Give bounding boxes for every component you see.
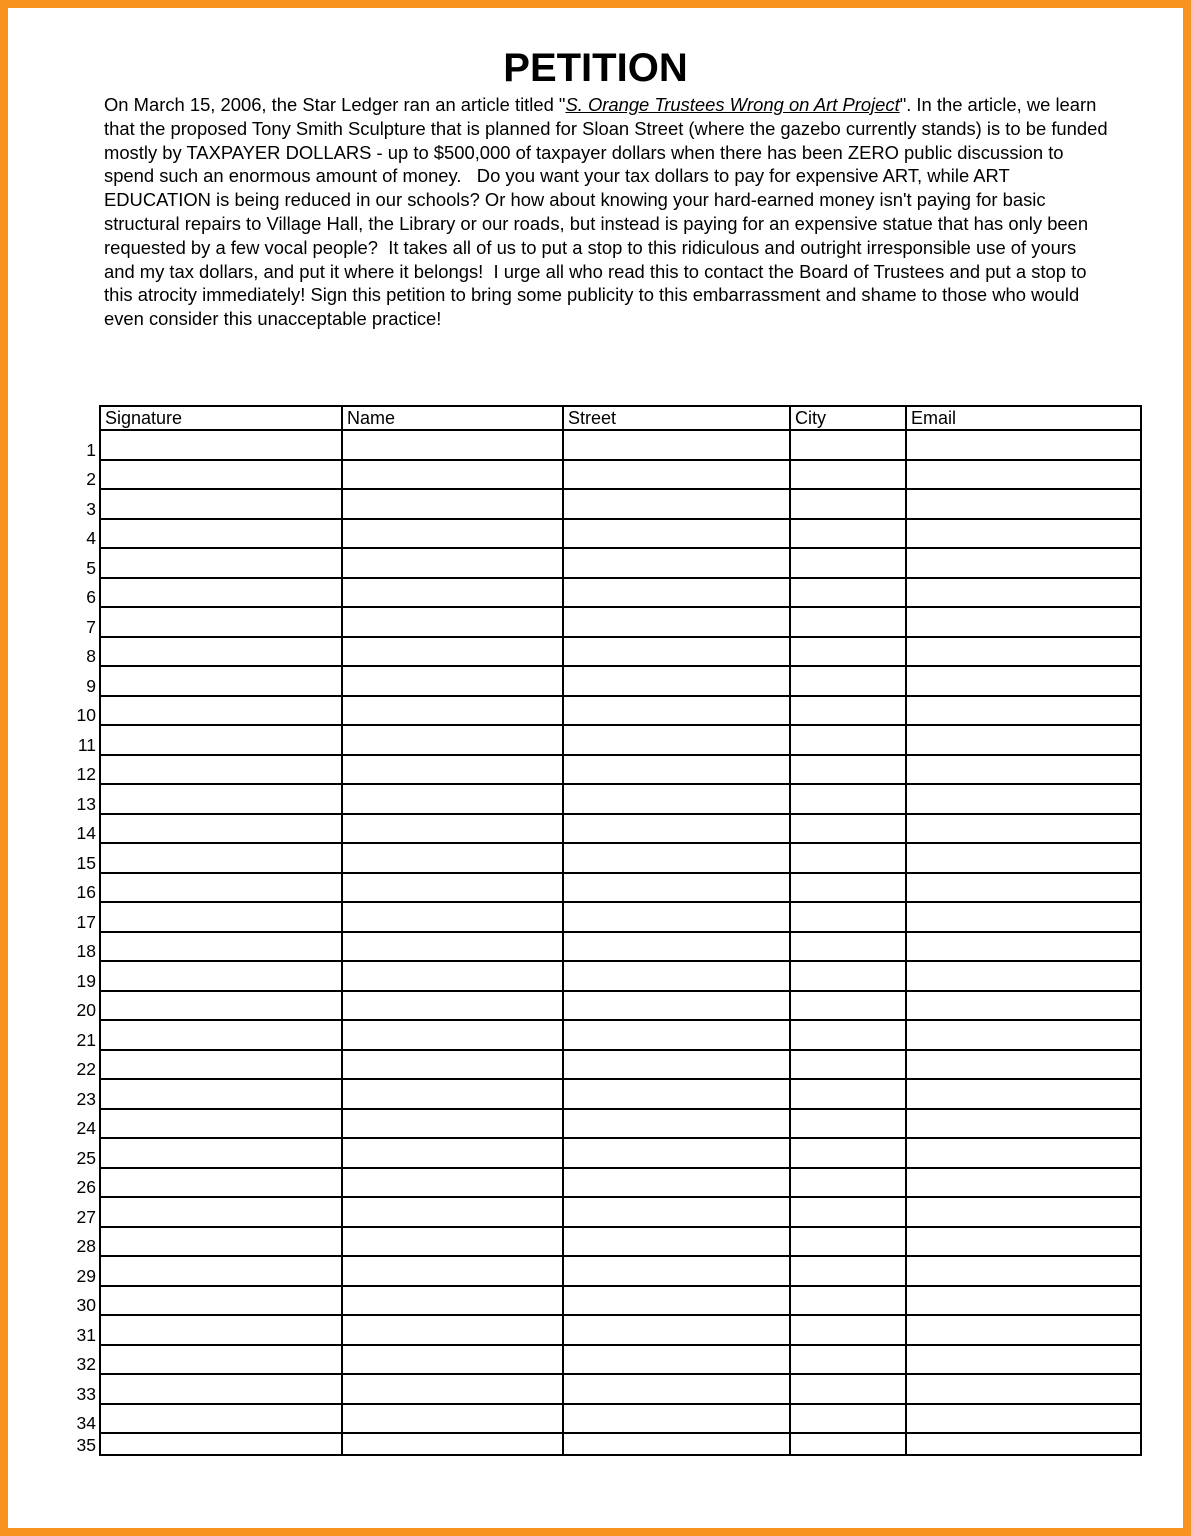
name-cell[interactable] <box>342 932 563 962</box>
table-row <box>100 873 1141 903</box>
name-cell[interactable] <box>342 1079 563 1109</box>
email-cell[interactable] <box>906 1286 1141 1316</box>
signature-cell[interactable] <box>100 1168 342 1198</box>
city-cell[interactable] <box>790 666 906 696</box>
row-number: 3 <box>86 498 96 519</box>
name-cell[interactable] <box>342 1315 563 1345</box>
table-row <box>100 489 1141 519</box>
row-number: 12 <box>76 764 96 784</box>
street-cell[interactable] <box>563 755 790 785</box>
signature-cell[interactable] <box>100 755 342 785</box>
street-cell[interactable] <box>563 1404 790 1434</box>
email-cell[interactable] <box>906 1315 1141 1345</box>
row-number: 13 <box>76 793 96 814</box>
name-cell[interactable] <box>342 666 563 696</box>
table-row <box>100 519 1141 549</box>
email-cell[interactable] <box>906 755 1141 785</box>
row-number: 10 <box>76 705 96 725</box>
name-cell[interactable] <box>342 1227 563 1257</box>
table-row <box>100 1197 1141 1227</box>
petition-title: PETITION <box>503 46 688 90</box>
email-cell[interactable] <box>906 489 1141 519</box>
city-cell[interactable] <box>790 430 906 460</box>
row-number: 4 <box>86 528 96 548</box>
city-cell[interactable] <box>790 1020 906 1050</box>
signature-cell[interactable] <box>100 1256 342 1286</box>
table-row <box>100 1345 1141 1375</box>
city-cell[interactable] <box>790 1345 906 1375</box>
column-header-street: Street <box>563 406 790 430</box>
row-number: 6 <box>86 587 96 607</box>
email-cell[interactable] <box>906 1079 1141 1109</box>
city-cell[interactable] <box>790 814 906 844</box>
signature-cell[interactable] <box>100 1315 342 1345</box>
email-cell[interactable] <box>906 873 1141 903</box>
signature-cell[interactable] <box>100 843 342 873</box>
street-cell[interactable] <box>563 548 790 578</box>
row-number: 11 <box>77 734 96 755</box>
row-number: 8 <box>86 646 96 666</box>
signature-cell[interactable] <box>100 1374 342 1404</box>
signature-cell[interactable] <box>100 1079 342 1109</box>
city-cell[interactable] <box>790 1050 906 1080</box>
name-cell[interactable] <box>342 578 563 608</box>
email-cell[interactable] <box>906 1168 1141 1198</box>
table-row <box>100 607 1141 637</box>
table-row <box>100 991 1141 1021</box>
name-cell[interactable] <box>342 696 563 726</box>
city-cell[interactable] <box>790 1079 906 1109</box>
signature-cell[interactable] <box>100 460 342 490</box>
city-cell[interactable] <box>790 902 906 932</box>
column-header-name: Name <box>342 406 563 430</box>
city-cell[interactable] <box>790 1197 906 1227</box>
paragraph-line: spend such an enormous amount of money. Do you want your tax dollars to pay for expensive ART, while ART <box>104 165 1010 187</box>
signature-cell[interactable] <box>100 1286 342 1316</box>
email-cell[interactable] <box>906 1109 1141 1139</box>
city-cell[interactable] <box>790 1433 906 1455</box>
name-cell[interactable] <box>342 873 563 903</box>
street-cell[interactable] <box>563 1286 790 1316</box>
name-cell[interactable] <box>342 1286 563 1316</box>
signature-cell[interactable] <box>100 430 342 460</box>
table-row <box>100 1050 1141 1080</box>
street-cell[interactable] <box>563 961 790 991</box>
street-cell[interactable] <box>563 1109 790 1139</box>
table-row <box>100 548 1141 578</box>
city-cell[interactable] <box>790 991 906 1021</box>
table-row <box>100 637 1141 667</box>
row-number: 5 <box>86 557 96 578</box>
row-number: 35 <box>76 1435 96 1455</box>
row-number: 27 <box>76 1206 96 1227</box>
name-cell[interactable] <box>342 784 563 814</box>
signature-cell[interactable] <box>100 1020 342 1050</box>
paragraph-text: On March 15, 2006, the Star Ledger ran an article titled " <box>104 94 566 115</box>
signature-cell[interactable] <box>100 696 342 726</box>
name-cell[interactable] <box>342 902 563 932</box>
name-cell[interactable] <box>342 519 563 549</box>
street-cell[interactable] <box>563 1197 790 1227</box>
street-cell[interactable] <box>563 1020 790 1050</box>
signature-cell[interactable] <box>100 961 342 991</box>
row-number: 16 <box>76 882 96 902</box>
name-cell[interactable] <box>342 991 563 1021</box>
row-number: 9 <box>86 675 96 696</box>
signature-cell[interactable] <box>100 814 342 844</box>
row-number: 19 <box>76 970 96 991</box>
table-row <box>100 1227 1141 1257</box>
street-cell[interactable] <box>563 607 790 637</box>
paragraph-line: and my tax dollars, and put it where it belongs! I urge all who read this to contact the Board of Trustees and put a stop to <box>104 260 1087 282</box>
email-cell[interactable] <box>906 784 1141 814</box>
table-row <box>100 1404 1141 1434</box>
street-cell[interactable] <box>563 696 790 726</box>
city-cell[interactable] <box>790 1404 906 1434</box>
street-cell[interactable] <box>563 1256 790 1286</box>
paragraph-line: EDUCATION is being reduced in our schools? Or how about knowing your hard-earned money isn't paying for basic <box>104 189 1046 211</box>
email-cell[interactable] <box>906 637 1141 667</box>
row-number: 15 <box>76 852 96 873</box>
name-cell[interactable] <box>342 548 563 578</box>
name-cell[interactable] <box>342 607 563 637</box>
street-cell[interactable] <box>563 637 790 667</box>
row-number: 26 <box>76 1177 96 1197</box>
email-cell[interactable] <box>906 1433 1141 1455</box>
row-number: 25 <box>76 1147 96 1168</box>
row-number: 30 <box>76 1295 96 1315</box>
row-number: 2 <box>86 469 96 489</box>
signature-cell[interactable] <box>100 578 342 608</box>
street-cell[interactable] <box>563 932 790 962</box>
city-cell[interactable] <box>790 1315 906 1345</box>
city-cell[interactable] <box>790 1109 906 1139</box>
city-cell[interactable] <box>790 1168 906 1198</box>
city-cell[interactable] <box>790 1227 906 1257</box>
street-cell[interactable] <box>563 1079 790 1109</box>
street-cell[interactable] <box>563 902 790 932</box>
name-cell[interactable] <box>342 430 563 460</box>
column-header-signature: Signature <box>100 406 342 430</box>
street-cell[interactable] <box>563 489 790 519</box>
table-row <box>100 961 1141 991</box>
name-cell[interactable] <box>342 1345 563 1375</box>
email-cell[interactable] <box>906 814 1141 844</box>
signature-table <box>99 405 1142 1456</box>
email-cell[interactable] <box>906 932 1141 962</box>
street-cell[interactable] <box>563 666 790 696</box>
name-cell[interactable] <box>342 1374 563 1404</box>
row-number: 32 <box>76 1354 96 1374</box>
street-cell[interactable] <box>563 460 790 490</box>
row-number: 21 <box>76 1029 96 1050</box>
city-cell[interactable] <box>790 607 906 637</box>
row-number: 23 <box>76 1088 96 1109</box>
row-number: 22 <box>76 1059 96 1079</box>
signature-cell[interactable] <box>100 1050 342 1080</box>
street-cell[interactable] <box>563 1138 790 1168</box>
column-header-email: Email <box>906 406 1141 430</box>
email-cell[interactable] <box>906 902 1141 932</box>
table-row <box>100 1020 1141 1050</box>
city-cell[interactable] <box>790 873 906 903</box>
paragraph-line <box>104 93 1164 117</box>
signature-cell[interactable] <box>100 1138 342 1168</box>
name-cell[interactable] <box>342 1433 563 1455</box>
table-row <box>100 1286 1141 1316</box>
signature-cell[interactable] <box>100 1197 342 1227</box>
table-row <box>100 843 1141 873</box>
street-cell[interactable] <box>563 1227 790 1257</box>
city-cell[interactable] <box>790 755 906 785</box>
name-cell[interactable] <box>342 489 563 519</box>
name-cell[interactable] <box>342 1138 563 1168</box>
paragraph-text: ". In the article, we learn <box>899 94 1097 115</box>
row-number: 24 <box>76 1118 96 1138</box>
email-cell[interactable] <box>906 430 1141 460</box>
email-cell[interactable] <box>906 1374 1141 1404</box>
row-number: 20 <box>76 1000 96 1020</box>
row-number: 34 <box>76 1413 96 1433</box>
table-row <box>100 1374 1141 1404</box>
email-cell[interactable] <box>906 843 1141 873</box>
email-cell[interactable] <box>906 548 1141 578</box>
signature-cell[interactable] <box>100 784 342 814</box>
city-cell[interactable] <box>790 784 906 814</box>
email-cell[interactable] <box>906 991 1141 1021</box>
table-row <box>100 932 1141 962</box>
table-row <box>100 784 1141 814</box>
table-row <box>100 814 1141 844</box>
city-cell[interactable] <box>790 548 906 578</box>
signature-cell[interactable] <box>100 991 342 1021</box>
row-number: 33 <box>76 1383 96 1404</box>
email-cell[interactable] <box>906 1050 1141 1080</box>
city-cell[interactable] <box>790 961 906 991</box>
email-cell[interactable] <box>906 1197 1141 1227</box>
email-cell[interactable] <box>906 725 1141 755</box>
email-cell[interactable] <box>906 1138 1141 1168</box>
table-row <box>100 1315 1141 1345</box>
table-row <box>100 1138 1141 1168</box>
table-row <box>100 460 1141 490</box>
street-cell[interactable] <box>563 519 790 549</box>
street-cell[interactable] <box>563 725 790 755</box>
signature-cell[interactable] <box>100 932 342 962</box>
name-cell[interactable] <box>342 460 563 490</box>
table-row <box>100 666 1141 696</box>
table-row <box>100 578 1141 608</box>
email-cell[interactable] <box>906 961 1141 991</box>
email-cell[interactable] <box>906 460 1141 490</box>
name-cell[interactable] <box>342 1197 563 1227</box>
name-cell[interactable] <box>342 1050 563 1080</box>
signature-cell[interactable] <box>100 902 342 932</box>
street-cell[interactable] <box>563 430 790 460</box>
row-number: 31 <box>76 1324 96 1345</box>
email-cell[interactable] <box>906 1404 1141 1434</box>
table-row <box>100 1079 1141 1109</box>
row-number: 14 <box>76 823 96 843</box>
email-cell[interactable] <box>906 696 1141 726</box>
street-cell[interactable] <box>563 1345 790 1375</box>
city-cell[interactable] <box>790 489 906 519</box>
table-row <box>100 430 1141 460</box>
email-cell[interactable] <box>906 578 1141 608</box>
table-row <box>100 1256 1141 1286</box>
signature-cell[interactable] <box>100 548 342 578</box>
article-title-link: S. Orange Trustees Wrong on Art Project <box>565 94 900 115</box>
city-cell[interactable] <box>790 1256 906 1286</box>
paragraph-line: this atrocity immediately! Sign this petition to bring some publicity to this embarrassment and shame to those who would <box>104 284 1080 306</box>
paragraph-line: that the proposed Tony Smith Sculpture that is planned for Sloan Street (where the gazebo currently stands) is to be funded <box>104 117 1108 139</box>
email-cell[interactable] <box>906 1256 1141 1286</box>
street-cell[interactable] <box>563 814 790 844</box>
table-row <box>100 1168 1141 1198</box>
signature-cell[interactable] <box>100 637 342 667</box>
city-cell[interactable] <box>790 519 906 549</box>
city-cell[interactable] <box>790 1286 906 1316</box>
email-cell[interactable] <box>906 607 1141 637</box>
signature-cell[interactable] <box>100 725 342 755</box>
signature-cell[interactable] <box>100 1345 342 1375</box>
email-cell[interactable] <box>906 519 1141 549</box>
name-cell[interactable] <box>342 1256 563 1286</box>
petition-paragraph <box>104 93 1164 331</box>
row-number: 1 <box>86 439 96 460</box>
signature-cell[interactable] <box>100 1433 342 1455</box>
street-cell[interactable] <box>563 1168 790 1198</box>
name-cell[interactable] <box>342 843 563 873</box>
street-cell[interactable] <box>563 1374 790 1404</box>
city-cell[interactable] <box>790 460 906 490</box>
table-row <box>100 696 1141 726</box>
street-cell[interactable] <box>563 843 790 873</box>
city-cell[interactable] <box>790 932 906 962</box>
city-cell[interactable] <box>790 578 906 608</box>
street-cell[interactable] <box>563 991 790 1021</box>
name-cell[interactable] <box>342 1020 563 1050</box>
paragraph-line: even consider this unacceptable practice! <box>104 308 442 330</box>
street-cell[interactable] <box>563 1050 790 1080</box>
street-cell[interactable] <box>563 873 790 903</box>
email-cell[interactable] <box>906 1345 1141 1375</box>
city-cell[interactable] <box>790 725 906 755</box>
table-header-row <box>100 406 1141 430</box>
city-cell[interactable] <box>790 843 906 873</box>
table-row <box>100 755 1141 785</box>
signature-cell[interactable] <box>100 1404 342 1434</box>
name-cell[interactable] <box>342 755 563 785</box>
table-row <box>100 902 1141 932</box>
column-header-city: City <box>790 406 906 430</box>
email-cell[interactable] <box>906 1020 1141 1050</box>
email-cell[interactable] <box>906 1227 1141 1257</box>
street-cell[interactable] <box>563 1433 790 1455</box>
row-number: 28 <box>76 1236 96 1256</box>
street-cell[interactable] <box>563 784 790 814</box>
signature-cell[interactable] <box>100 489 342 519</box>
row-number: 18 <box>76 941 96 961</box>
table-row <box>100 1109 1141 1139</box>
table-row <box>100 1433 1141 1455</box>
city-cell[interactable] <box>790 696 906 726</box>
name-cell[interactable] <box>342 1404 563 1434</box>
name-cell[interactable] <box>342 1109 563 1139</box>
street-cell[interactable] <box>563 578 790 608</box>
paragraph-line: structural repairs to Village Hall, the Library or our roads, but instead is paying for an expensive statue that has only been <box>104 212 1089 234</box>
name-cell[interactable] <box>342 961 563 991</box>
name-cell[interactable] <box>342 1168 563 1198</box>
paragraph-line: requested by a few vocal people? It takes all of us to put a stop to this ridiculous and outright irresponsible use of yours <box>104 236 1077 258</box>
name-cell[interactable] <box>342 637 563 667</box>
name-cell[interactable] <box>342 814 563 844</box>
name-cell[interactable] <box>342 725 563 755</box>
signature-cell[interactable] <box>100 607 342 637</box>
row-number: 7 <box>86 616 96 637</box>
signature-cell[interactable] <box>100 519 342 549</box>
table-row <box>100 725 1141 755</box>
city-cell[interactable] <box>790 1138 906 1168</box>
signature-cell[interactable] <box>100 1227 342 1257</box>
email-cell[interactable] <box>906 666 1141 696</box>
city-cell[interactable] <box>790 1374 906 1404</box>
city-cell[interactable] <box>790 637 906 667</box>
paragraph-line: mostly by TAXPAYER DOLLARS - up to $500,000 of taxpayer dollars when there has been ZERO public discussion to <box>104 141 1064 163</box>
row-number: 29 <box>76 1265 96 1286</box>
signature-cell[interactable] <box>100 666 342 696</box>
row-number: 17 <box>76 911 96 932</box>
street-cell[interactable] <box>563 1315 790 1345</box>
signature-cell[interactable] <box>100 1109 342 1139</box>
signature-cell[interactable] <box>100 873 342 903</box>
